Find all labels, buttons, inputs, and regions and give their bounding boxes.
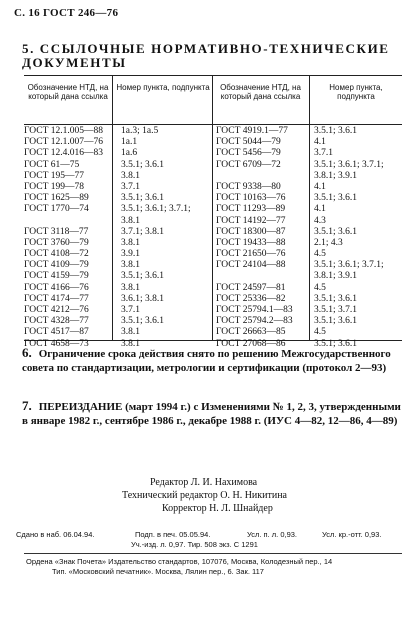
item-left-cell: 3.7.1 xyxy=(121,305,140,315)
running-head: С. 16 ГОСТ 246—76 xyxy=(14,7,119,19)
column-ntd-left xyxy=(24,126,103,350)
ntd-left-cell: ГОСТ 4517—87 xyxy=(24,327,89,338)
imprint-print-sheets: Усл. п. л. 0,93. xyxy=(247,530,298,539)
header-ntd-right: Обозначение НТД, на который дана ссылка xyxy=(220,83,301,101)
item-left-cell: 3.5.1; 3.6.1 xyxy=(121,316,165,327)
item-left-cell: 3.5.1; 3.6.1 xyxy=(121,159,165,170)
ntd-right-cell: ГОСТ 5044—79 xyxy=(216,137,281,148)
ntd-left-cell: ГОСТ 4658—73 xyxy=(24,338,89,349)
item-right-cell: 4.3 xyxy=(314,215,326,226)
item-left-cell: 1а.3; 1а.5 xyxy=(121,126,159,136)
ntd-right-cell xyxy=(216,171,293,182)
imprint-signed: Подп. в печ. 05.05.94. xyxy=(135,530,211,539)
ntd-right-cell: ГОСТ 26663—85 xyxy=(216,327,286,338)
editor-credit: Редактор Л. И. Нахимова xyxy=(150,477,258,488)
item-left-cell: 3.5.1; 3.6.1; 3.7.1; xyxy=(121,204,191,215)
ntd-right-cell: ГОСТ 11293—89 xyxy=(216,204,286,215)
item-left-cell: 1а.1 xyxy=(121,137,138,148)
ntd-left-cell: ГОСТ 4166—76 xyxy=(24,282,89,293)
ntd-right-cell: ГОСТ 24104—88 xyxy=(216,260,286,271)
ntd-left-cell: ГОСТ 12.1.005—88 xyxy=(24,126,103,136)
item-left-cell: 3.8.1 xyxy=(121,327,140,338)
ntd-right-cell: ГОСТ 18300—87 xyxy=(216,226,286,237)
ntd-left-cell: ГОСТ 4328—77 xyxy=(24,316,89,327)
item-right-cell: 4.5 xyxy=(314,249,326,260)
item-left-cell: 3.7.1; 3.8.1 xyxy=(121,226,165,237)
item-right-cell: 4.1 xyxy=(314,181,326,192)
ntd-right-cell: ГОСТ 21650—76 xyxy=(216,249,286,260)
ntd-left-cell: ГОСТ 3118—77 xyxy=(24,226,89,237)
item-left-cell: 3.8.1 xyxy=(121,282,140,293)
tech-editor-credit: Технический редактор О. Н. Никитина xyxy=(122,490,287,501)
column-item-left xyxy=(121,126,191,350)
ntd-left-cell: ГОСТ 4159—79 xyxy=(24,271,89,282)
item-right-cell: 2.1; 4.3 xyxy=(314,237,343,248)
item-left-cell: 3.8.1 xyxy=(121,260,140,271)
column-item-right xyxy=(314,126,384,350)
ntd-right-cell: ГОСТ 6709—72 xyxy=(216,159,281,170)
header-ntd-left: Обозначение НТД, на который дана ссылка xyxy=(27,83,109,101)
ntd-left-cell: ГОСТ 199—78 xyxy=(24,181,84,192)
item-left-cell: 3.8.1 xyxy=(121,215,140,226)
ntd-left-cell: ГОСТ 4212—76 xyxy=(24,305,89,315)
ntd-right-cell: ГОСТ 19433—88 xyxy=(216,237,286,248)
divider xyxy=(24,553,402,554)
item-left-cell: 3.7.1 xyxy=(121,181,140,192)
ntd-right-cell: ГОСТ 25336—82 xyxy=(216,293,286,304)
item-left-cell: 3.8.1 xyxy=(121,338,140,349)
note-7-text: ПЕРЕИЗДАНИЕ (март 1994 г.) с Изменениями № 1, 2, 3, утвержденными в январе 1982 г., сентябре 1986 г., декабре 1988 г. (ИУС 4—82, 12—86, 4—89) xyxy=(22,401,401,427)
reference-table xyxy=(24,75,402,349)
item-left-cell: 3.5.1; 3.6.1 xyxy=(121,271,165,282)
imprint-color-prints: Усл. кр.-отт. 0,93. xyxy=(322,530,382,539)
item-left-cell: 3.8.1 xyxy=(121,170,140,181)
item-right-cell: 3.5.1; 3.6.1 xyxy=(314,293,358,304)
publisher-line1: Ордена «Знак Почета» Издательство стандартов, 107076, Москва, Колодезный пер., 14 xyxy=(26,557,333,566)
item-right-cell: 3.5.1; 3.6.1 xyxy=(314,338,358,349)
ntd-left-cell: ГОСТ 1770—74 xyxy=(24,204,89,215)
item-left-cell: 3.6.1; 3.8.1 xyxy=(121,293,165,304)
note-7 xyxy=(22,399,406,428)
ntd-left-cell: ГОСТ 61—75 xyxy=(24,159,80,170)
item-right-cell: 4.5 xyxy=(314,282,326,293)
item-right-cell: 3.5.1; 3.6.1; 3.7.1; xyxy=(314,159,384,170)
section-title: 5. ССЫЛОЧНЫЕ НОРМАТИВНО-ТЕХНИЧЕСКИЕ ДОКУМЕНТЫ xyxy=(22,41,390,70)
item-right-cell: 3.5.1; 3.6.1 xyxy=(314,226,358,237)
ntd-right-cell: ГОСТ 9338—80 xyxy=(216,181,281,192)
item-left-cell: 3.9.1 xyxy=(121,249,140,260)
item-right-cell: 4.5 xyxy=(314,327,326,338)
publisher-line2: Тип. «Московский печатник». Москва, Лялин пер., 6. Зак. 117 xyxy=(52,567,264,576)
item-right-cell: 3.8.1; 3.9.1 xyxy=(314,271,358,282)
note-6-text: Ограничение срока действия снято по решению Межгосударственного совета по стандартизации, метрологии и сертификации (протокол 2—93) xyxy=(22,348,391,374)
ntd-left-cell xyxy=(24,216,103,227)
item-right-cell: 3.5.1; 3.6.1 xyxy=(314,316,358,327)
ntd-right-cell: ГОСТ 27068—86 xyxy=(216,338,286,349)
ntd-left-cell: ГОСТ 12.4.016—83 xyxy=(24,148,103,159)
item-left-cell: 3.8.1 xyxy=(121,237,140,248)
ntd-right-cell: ГОСТ 14192—77 xyxy=(216,215,286,226)
ntd-left-cell: ГОСТ 3760—79 xyxy=(24,237,89,248)
item-right-cell: 4.1 xyxy=(314,204,326,215)
header-item-left: Номер пункта, подпункта xyxy=(116,83,210,92)
note-7-number: 7. xyxy=(22,398,32,413)
ntd-right-cell: ГОСТ 24597—81 xyxy=(216,282,286,293)
header-item-right: Номер пункта, подпункта xyxy=(329,83,383,101)
item-right-cell: 3.5.1; 3.7.1 xyxy=(314,305,358,315)
ntd-left-cell: ГОСТ 12.1.007—76 xyxy=(24,137,103,148)
ntd-left-cell: ГОСТ 4109—79 xyxy=(24,260,89,271)
imprint-line2: Уч.-изд. л. 0,97. Тир. 508 экз. С 1291 xyxy=(131,540,258,549)
item-left-cell: 3.5.1; 3.6.1 xyxy=(121,193,165,204)
ntd-right-cell xyxy=(216,271,293,282)
ntd-left-cell: ГОСТ 4108—72 xyxy=(24,249,89,260)
note-6 xyxy=(22,346,406,375)
item-right-cell: 3.5.1; 3.6.1 xyxy=(314,126,358,136)
note-6-number: 6. xyxy=(22,345,32,360)
ntd-right-cell: ГОСТ 5456—79 xyxy=(216,148,281,159)
ntd-left-cell: ГОСТ 195—77 xyxy=(24,170,84,181)
column-ntd-right xyxy=(216,126,293,350)
item-right-cell: 3.5.1; 3.6.1; 3.7.1; xyxy=(314,260,384,271)
item-left-cell: 1а.6 xyxy=(121,148,138,159)
ntd-left-cell: ГОСТ 4174—77 xyxy=(24,293,89,304)
item-right-cell: 3.5.1; 3.6.1 xyxy=(314,193,358,204)
ntd-right-cell: ГОСТ 25794.1—83 xyxy=(216,305,293,315)
item-right-cell: 4.1 xyxy=(314,137,326,148)
ntd-left-cell: ГОСТ 1625—89 xyxy=(24,193,89,204)
corrector-credit: Корректор Н. Л. Шнайдер xyxy=(162,503,273,514)
ntd-right-cell: ГОСТ 25794.2—83 xyxy=(216,316,293,327)
item-right-cell: 3.7.1 xyxy=(314,148,333,159)
item-right-cell: 3.8.1; 3.9.1 xyxy=(314,170,358,181)
imprint-sent: Сдано в наб. 06.04.94. xyxy=(16,530,95,539)
ntd-right-cell: ГОСТ 4919.1—77 xyxy=(216,126,288,136)
ntd-right-cell: ГОСТ 10163—76 xyxy=(216,193,286,204)
